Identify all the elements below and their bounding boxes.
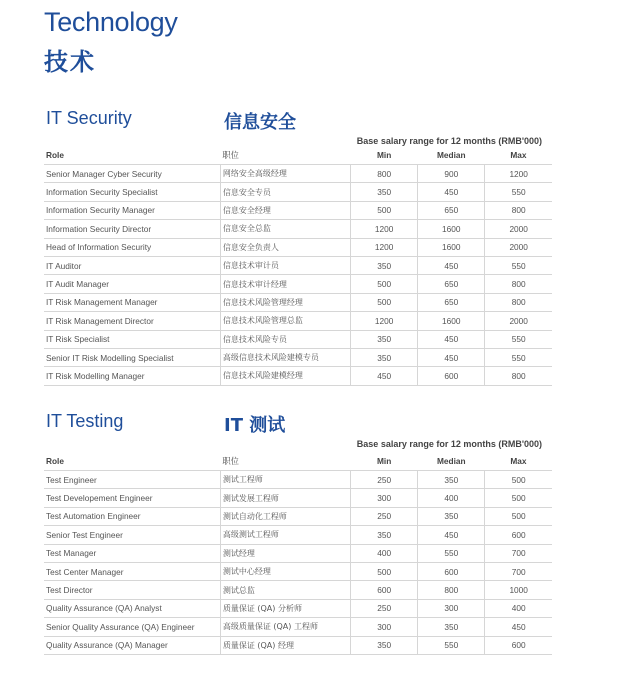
table-header-row (44, 452, 552, 471)
max-cell: 800 (485, 367, 552, 385)
min-cell: 500 (351, 562, 418, 580)
max-cell: 800 (485, 201, 552, 219)
table-row (44, 312, 552, 330)
median-cell: 450 (418, 183, 485, 201)
max-cell: 550 (485, 256, 552, 274)
max-cell: 2000 (485, 238, 552, 256)
max-cell: 400 (485, 599, 552, 617)
min-cell: 1200 (351, 238, 418, 256)
max-cell: 800 (485, 275, 552, 293)
min-cell: 350 (351, 526, 418, 544)
role-cell: Senior IT Risk Modelling Specialist (44, 348, 220, 366)
min-cell: 500 (351, 275, 418, 293)
role-zh-header: 职位 (220, 146, 350, 165)
table-row (44, 618, 552, 636)
role-zh-cell: 测试自动化工程师 (220, 507, 350, 525)
min-cell: 250 (351, 471, 418, 489)
role-zh-cell: 信息技术风险建模经理 (220, 367, 350, 385)
table-row (44, 562, 552, 580)
max-cell: 2000 (485, 220, 552, 238)
median-cell: 600 (418, 562, 485, 580)
max-cell: 800 (485, 293, 552, 311)
min-cell: 300 (351, 489, 418, 507)
median-cell: 350 (418, 507, 485, 525)
section-title: IT Testing (46, 411, 124, 431)
role-zh-cell: 信息技术风险管理总监 (220, 312, 350, 330)
table-row (44, 526, 552, 544)
role-cell: Test Automation Engineer (44, 507, 220, 525)
role-header: Role (44, 146, 220, 165)
section-title: IT Security (46, 108, 132, 128)
max-cell: 550 (485, 330, 552, 348)
table-row (44, 636, 552, 654)
role-zh-cell: 网络安全高级经理 (220, 165, 350, 183)
min-cell: 350 (351, 256, 418, 274)
table-row (44, 544, 552, 562)
max-cell: 500 (485, 507, 552, 525)
table-row (44, 201, 552, 219)
page-title-chinese: 技术 (44, 48, 96, 76)
section-title-chinese: 信息安全 (224, 112, 296, 133)
role-cell: Test Center Manager (44, 562, 220, 580)
median-cell: 1600 (418, 312, 485, 330)
median-cell: 550 (418, 544, 485, 562)
table-header-row (44, 146, 552, 165)
section-title-chinese: IT 测试 (224, 415, 286, 436)
table-row (44, 165, 552, 183)
min-cell: 350 (351, 330, 418, 348)
median-cell: 550 (418, 636, 485, 654)
median-cell: 350 (418, 618, 485, 636)
max-cell: 500 (485, 471, 552, 489)
median-cell: 450 (418, 348, 485, 366)
table-row (44, 507, 552, 525)
max-cell: 500 (485, 489, 552, 507)
role-cell: Head of Information Security (44, 238, 220, 256)
role-zh-header: 职位 (220, 452, 350, 471)
max-cell: 600 (485, 526, 552, 544)
salary-table (44, 452, 552, 655)
salary-range-caption: Base salary range for 12 months (RMB'000) (356, 439, 542, 449)
role-zh-cell: 信息安全专员 (220, 183, 350, 201)
role-cell: Test Developement Engineer (44, 489, 220, 507)
median-cell: 600 (418, 367, 485, 385)
role-zh-cell: 高级测试工程师 (220, 526, 350, 544)
min-cell: 1200 (351, 312, 418, 330)
max-header: Max (485, 452, 552, 471)
median-cell: 350 (418, 471, 485, 489)
section-it-testing (44, 411, 552, 651)
min-cell: 500 (351, 201, 418, 219)
median-cell: 400 (418, 489, 485, 507)
min-cell: 1200 (351, 220, 418, 238)
max-cell: 600 (485, 636, 552, 654)
page-title: Technology (44, 7, 178, 37)
table-row (44, 471, 552, 489)
max-cell: 700 (485, 562, 552, 580)
table-row (44, 293, 552, 311)
role-cell: Senior Test Engineer (44, 526, 220, 544)
table-row (44, 183, 552, 201)
salary-range-caption: Base salary range for 12 months (RMB'000) (356, 136, 542, 146)
role-cell: Information Security Director (44, 220, 220, 238)
min-cell: 250 (351, 599, 418, 617)
role-cell: IT Audit Manager (44, 275, 220, 293)
median-cell: 800 (418, 581, 485, 599)
min-cell: 600 (351, 581, 418, 599)
section-header (44, 108, 552, 146)
max-cell: 550 (485, 348, 552, 366)
role-cell: Information Security Specialist (44, 183, 220, 201)
role-zh-cell: 信息技术审计经理 (220, 275, 350, 293)
role-zh-cell: 质量保证 (QA) 经理 (220, 636, 350, 654)
role-cell: Quality Assurance (QA) Manager (44, 636, 220, 654)
role-zh-cell: 信息技术风险专员 (220, 330, 350, 348)
role-zh-cell: 信息技术风险管理经理 (220, 293, 350, 311)
median-header: Median (418, 452, 485, 471)
max-cell: 450 (485, 618, 552, 636)
role-zh-cell: 测试发展工程师 (220, 489, 350, 507)
max-cell: 1200 (485, 165, 552, 183)
role-cell: Senior Quality Assurance (QA) Engineer (44, 618, 220, 636)
median-header: Median (418, 146, 485, 165)
role-cell: Senior Manager Cyber Security (44, 165, 220, 183)
table-row (44, 599, 552, 617)
role-zh-cell: 测试经理 (220, 544, 350, 562)
role-cell: IT Risk Management Director (44, 312, 220, 330)
section-it-security (44, 108, 552, 381)
role-cell: Quality Assurance (QA) Analyst (44, 599, 220, 617)
max-cell: 2000 (485, 312, 552, 330)
max-cell: 550 (485, 183, 552, 201)
role-zh-cell: 测试总监 (220, 581, 350, 599)
role-zh-cell: 测试工程师 (220, 471, 350, 489)
median-cell: 450 (418, 256, 485, 274)
table-row (44, 348, 552, 366)
role-cell: Test Engineer (44, 471, 220, 489)
role-cell: Information Security Manager (44, 201, 220, 219)
table-row (44, 581, 552, 599)
role-cell: IT Auditor (44, 256, 220, 274)
median-cell: 650 (418, 201, 485, 219)
max-cell: 700 (485, 544, 552, 562)
min-cell: 250 (351, 507, 418, 525)
min-cell: 450 (351, 367, 418, 385)
role-zh-cell: 信息技术审计员 (220, 256, 350, 274)
table-row (44, 330, 552, 348)
median-cell: 1600 (418, 220, 485, 238)
table-row (44, 367, 552, 385)
role-zh-cell: 信息安全负责人 (220, 238, 350, 256)
max-cell: 1000 (485, 581, 552, 599)
min-header: Min (351, 452, 418, 471)
min-header: Min (351, 146, 418, 165)
max-header: Max (485, 146, 552, 165)
role-cell: IT Risk Modelling Manager (44, 367, 220, 385)
role-cell: IT Risk Management Manager (44, 293, 220, 311)
min-cell: 500 (351, 293, 418, 311)
median-cell: 650 (418, 293, 485, 311)
median-cell: 650 (418, 275, 485, 293)
min-cell: 350 (351, 183, 418, 201)
role-zh-cell: 信息安全总监 (220, 220, 350, 238)
role-zh-cell: 信息安全经理 (220, 201, 350, 219)
role-cell: Test Manager (44, 544, 220, 562)
median-cell: 900 (418, 165, 485, 183)
table-row (44, 489, 552, 507)
salary-table (44, 146, 552, 386)
median-cell: 1600 (418, 238, 485, 256)
min-cell: 400 (351, 544, 418, 562)
role-zh-cell: 质量保证 (QA) 分析师 (220, 599, 350, 617)
min-cell: 300 (351, 618, 418, 636)
median-cell: 450 (418, 330, 485, 348)
table-row (44, 256, 552, 274)
table-row (44, 220, 552, 238)
min-cell: 800 (351, 165, 418, 183)
median-cell: 450 (418, 526, 485, 544)
median-cell: 300 (418, 599, 485, 617)
role-cell: IT Risk Specialist (44, 330, 220, 348)
min-cell: 350 (351, 636, 418, 654)
min-cell: 350 (351, 348, 418, 366)
role-header: Role (44, 452, 220, 471)
section-header (44, 411, 552, 449)
role-zh-cell: 测试中心经理 (220, 562, 350, 580)
role-cell: Test Director (44, 581, 220, 599)
table-row (44, 275, 552, 293)
table-row (44, 238, 552, 256)
role-zh-cell: 高级质量保证 (QA) 工程师 (220, 618, 350, 636)
role-zh-cell: 高级信息技术风险建模专员 (220, 348, 350, 366)
